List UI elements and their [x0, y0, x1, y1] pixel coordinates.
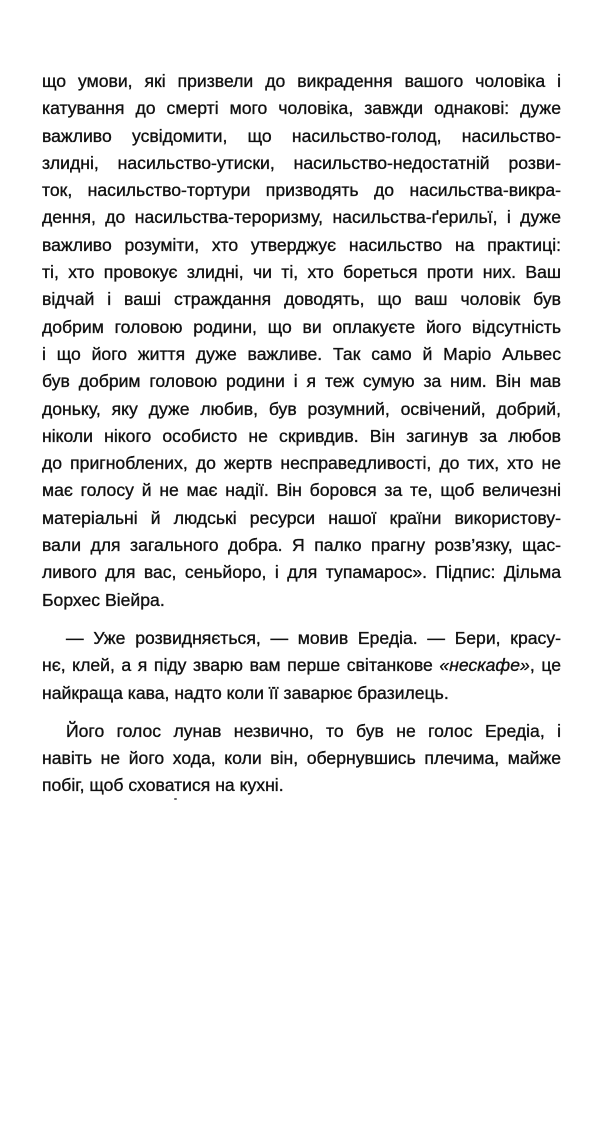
text-line: навіть не його хода, коли він, обернувшись плечима, майже: [42, 748, 561, 769]
paragraph-spacing: [42, 614, 561, 625]
text-segment: нє, клей, а я піду зварю вам перше світанкове: [42, 655, 440, 676]
text-line: ливого для вас, сеньйоро, і для тупамарос». Підпис: Дільма: [42, 562, 561, 583]
text-line: відчай і ваші страждання доводять, що ваш чоловік був: [42, 289, 561, 310]
text-line: має голосу й не має надії. Він боровся за те, щоб величезні: [42, 480, 561, 501]
paragraph-spacing: [42, 707, 561, 718]
text-segment: , це: [529, 655, 561, 676]
body-text: [42, 68, 561, 800]
text-line: побіг, щоб сховатися на кухні.: [42, 775, 284, 796]
text-line: що умови, які призвели до викрадення вашого чоловіка і: [42, 71, 561, 91]
text-line: дення, до насильства-тероризму, насильства-ґерильї, і дуже: [42, 207, 561, 228]
text-line: важливо усвідомити, що насильство-голод, насильство-: [42, 125, 561, 146]
text-line: і що його життя дуже важливе. Так само й Маріо Альвес: [42, 343, 561, 364]
paragraph-closing: [42, 718, 561, 800]
text-line: катування до смерті мого чоловіка, завжди однакові: дуже: [42, 98, 561, 119]
paragraph-dialogue: [42, 625, 561, 707]
text-line: Борхес Віейра.: [42, 589, 165, 610]
text-line: доньку, яку дуже любив, був розумний, освічений, добрий,: [42, 398, 561, 419]
text-line: важливо розуміти, хто утверджує насильство на практиці:: [42, 234, 561, 255]
text-line: ток, насильство-тортури призводять до насильства-викра-: [42, 180, 561, 201]
text-line: [42, 652, 561, 679]
text-line: був добрим головою родини і я теж сумую за ним. Він мав: [42, 371, 561, 392]
text-line: ті, хто провокує злидні, чи ті, хто бореться проти них. Ваш: [42, 262, 561, 283]
text-line: матеріальні й людські ресурси нашої країни використову-: [42, 507, 561, 528]
text-line: найкраща кава, надто коли її заварює бразилець.: [42, 682, 449, 703]
text-line: добрим головою родини, що ви оплакуєте його відсутність: [42, 316, 561, 337]
scan-speck: [174, 798, 177, 800]
text-line: Його голос лунав незвично, то був не голос Ередіа, і: [66, 720, 561, 741]
paragraph-letter: [42, 68, 561, 614]
text-line: вали для загального добра. Я палко прагну розв’язку, щас-: [42, 535, 561, 556]
text-line: до пригноблених, до жертв несправедливості, до тих, хто не: [42, 453, 561, 474]
text-line: злидні, насильство-утиски, насильство-недостатній розви-: [42, 152, 561, 173]
italic-brand-name: «нескафе»: [439, 655, 530, 676]
text-line: ніколи нікого особисто не скривдив. Він загинув за любов: [42, 425, 561, 446]
text-line: — Уже розвидняється, — мовив Ередіа. — Бери, красу-: [66, 627, 561, 648]
